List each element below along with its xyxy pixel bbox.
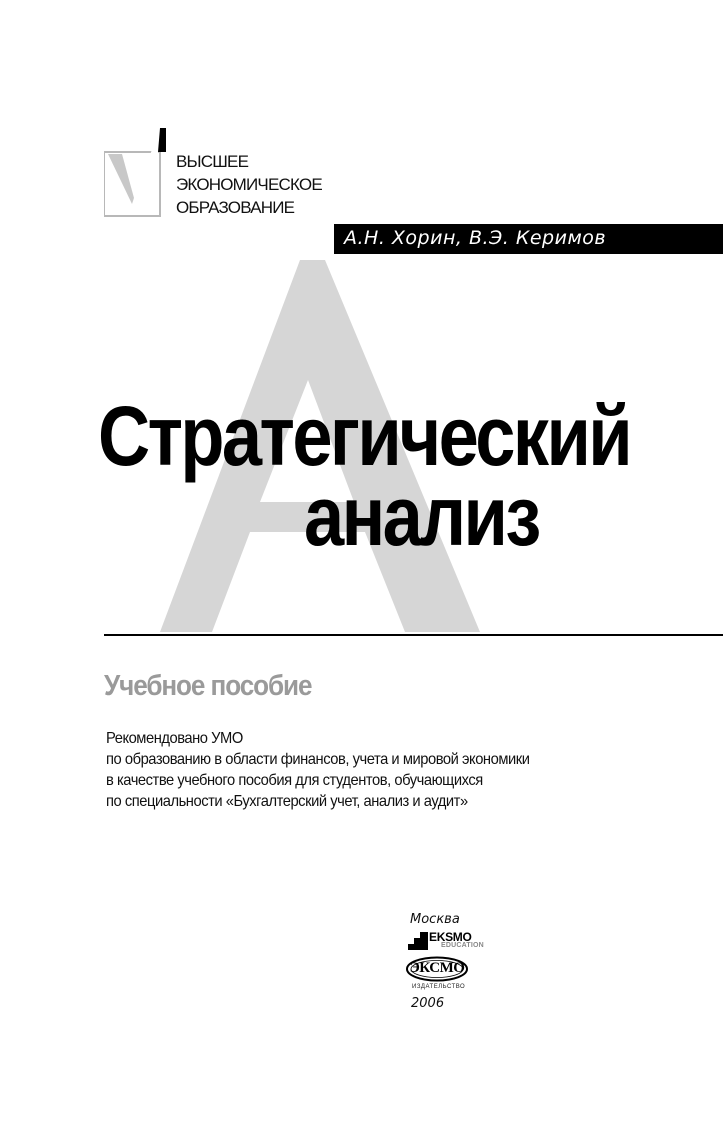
recommendation-line-2: по образованию в области финансов, учета и мировой экономики [106,751,530,768]
title-line-2: анализ [304,469,539,563]
recommendation-line-1: Рекомендовано УМО [106,730,243,747]
series-line-2: ЭКОНОМИЧЕСКОЕ [176,175,322,194]
publisher-caption: ИЗДАТЕЛЬСТВО [412,984,466,990]
series-logo-icon [104,128,170,220]
series-line-1: ВЫСШЕЕ [176,152,249,171]
stairs-icon [408,932,428,950]
subtitle: Учебное пособие [104,670,312,702]
series-line-3: ОБРАЗОВАНИЕ [176,198,295,217]
recommendation-text [106,728,530,812]
divider-rule [104,634,723,636]
eksmo-logo [406,956,470,982]
imprint-main: EKSMO [429,930,472,944]
imprint-sub: EDUCATION [441,942,484,949]
publisher-city: Москва [410,912,460,927]
recommendation-line-4: по специальности «Бухгалтерский учет, анализ и аудит» [106,793,468,810]
eksmo-logo-text: ЭКСМО [409,960,465,976]
series-title [176,150,322,219]
authors: А.Н. Хорин, В.Э. Керимов [344,227,607,249]
title-line-1: Стратегический [98,389,631,483]
publication-year: 2006 [411,996,445,1011]
recommendation-line-3: в качестве учебного пособия для студентов, обучающихся [106,772,483,789]
